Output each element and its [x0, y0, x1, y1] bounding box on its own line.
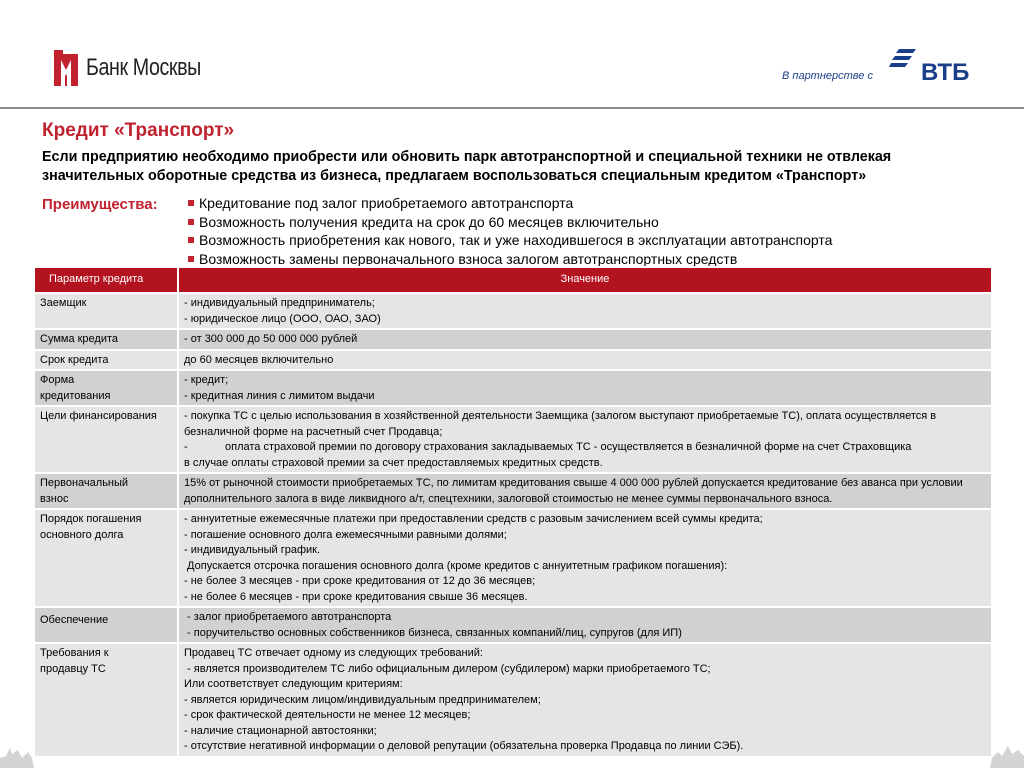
row-value: - индивидуальный предприниматель; - юридическое лицо (ООО, ОАО, ЗАО) — [178, 293, 992, 329]
bullet-icon — [188, 200, 194, 206]
advantage-item: Кредитование под залог приобретаемого автотранспорта — [188, 194, 1008, 213]
row-name: Форма кредитования — [34, 370, 178, 406]
table-row — [34, 473, 992, 509]
row-name: Требования к продавцу ТС — [34, 643, 178, 757]
vtb-logo-icon — [889, 47, 919, 75]
header-divider — [0, 107, 1024, 109]
advantages-list — [188, 194, 1008, 268]
bullet-icon — [188, 237, 194, 243]
row-name: Первоначальный взнос — [34, 473, 178, 509]
advantage-item: Возможность приобретения как нового, так и уже находившегося в эксплуатации автотранспорта — [188, 231, 1008, 250]
bank-of-moscow-logo[interactable] — [54, 50, 226, 86]
column-header-parameter: Параметр кредита — [34, 267, 178, 293]
bullet-icon — [188, 219, 194, 225]
row-value: Продавец ТС отвечает одному из следующих требований: - является производителем ТС либо официальным дилером (субдилером) марки приобретаемого ТС; Или соответствует следующим критериям: - является юридическим лицом/индивидуальным предпринимателем; - срок фактической деятельности не менее 12 месяцев; - наличие стационарной автостоянки; - отсутствие негативной информации о деловой репутации (обязательна проверка Продавца по линии СЭБ). — [178, 643, 992, 757]
vtb-partner-logo[interactable] — [782, 45, 969, 85]
row-value: - от 300 000 до 50 000 000 рублей — [178, 329, 992, 350]
table-header-row — [34, 267, 992, 293]
advantages-label: Преимущества: — [42, 196, 158, 213]
page-title: Кредит «Транспорт» — [42, 120, 235, 141]
bank-of-moscow-logo-icon — [54, 50, 78, 86]
column-header-value: Значение — [178, 267, 992, 293]
table-row — [34, 350, 992, 371]
bullet-icon — [188, 256, 194, 262]
table-row — [34, 329, 992, 350]
row-value: - залог приобретаемого автотранспорта - поручительство основных собственников бизнеса, связанных компаний/лиц, супругов (для ИП) — [178, 607, 992, 643]
row-name: Цели финансирования — [34, 406, 178, 473]
row-value: - кредит; - кредитная линия с лимитом выдачи — [178, 370, 992, 406]
partner-name: ВТБ — [920, 59, 970, 86]
table-row — [34, 370, 992, 406]
row-name: Обеспечение — [34, 607, 178, 643]
row-name: Заемщик — [34, 293, 178, 329]
row-name: Срок кредита — [34, 350, 178, 371]
row-name: Сумма кредита — [34, 329, 178, 350]
row-value: 15% от рыночной стоимости приобретаемых ТС, по лимитам кредитования свыше 4 000 000 рублей допускается кредитование без аванса при условии дополнительного залога в виде ликвидного а/т, спецтехники, залоговой стоимостью не менее суммы первоначального взноса. — [178, 473, 992, 509]
table-row — [34, 643, 992, 757]
row-name: Порядок погашения основного долга — [34, 509, 178, 607]
advantage-item: Возможность получения кредита на срок до 60 месяцев включительно — [188, 213, 1008, 232]
page-header — [0, 0, 1024, 108]
bank-name: Банк Москвы — [86, 54, 201, 81]
credit-parameters-table — [33, 266, 993, 758]
table-row — [34, 607, 992, 643]
advantage-item: Возможность замены первоначального взноса залогом автотранспортных средств — [188, 250, 1008, 269]
row-value: - аннуитетные ежемесячные платежи при предоставлении средств с разовым зачислением всей суммы кредита; - погашение основного долга ежемесячными равными долями; - индивидуальный график. Допускается отсрочка погашения основного долга (кроме кредитов с аннуитетным графиком погашения): - не более 3 месяцев - при сроке кредитования от 12 до 36 месяцев; - не более 6 месяцев - при сроке кредитования свыше 36 месяцев. — [178, 509, 992, 607]
intro-text: Если предприятию необходимо приобрести или обновить парк автотранспортной и специальной техники не отвлекая значительных оборотные средства из бизнеса, предлагаем воспользоваться специальным кредитом «Транспорт» — [42, 149, 892, 184]
table-row — [34, 293, 992, 329]
table-row — [34, 509, 992, 607]
row-value: - покупка ТС с целью использования в хозяйственной деятельности Заемщика (залогом выступают приобретаемые ТС), оплата осуществляется в безналичной форме на расчетный счет Продавца; - оплата страховой премии по договору страхования закладываемых ТС - осуществляется в безналичной форме на счет Страховщика в случае оплаты страховой премии за счет предоставляемых кредитных средств. — [178, 406, 992, 473]
row-value: до 60 месяцев включительно — [178, 350, 992, 371]
partner-text: В партнерстве с — [782, 70, 873, 82]
table-row — [34, 406, 992, 473]
